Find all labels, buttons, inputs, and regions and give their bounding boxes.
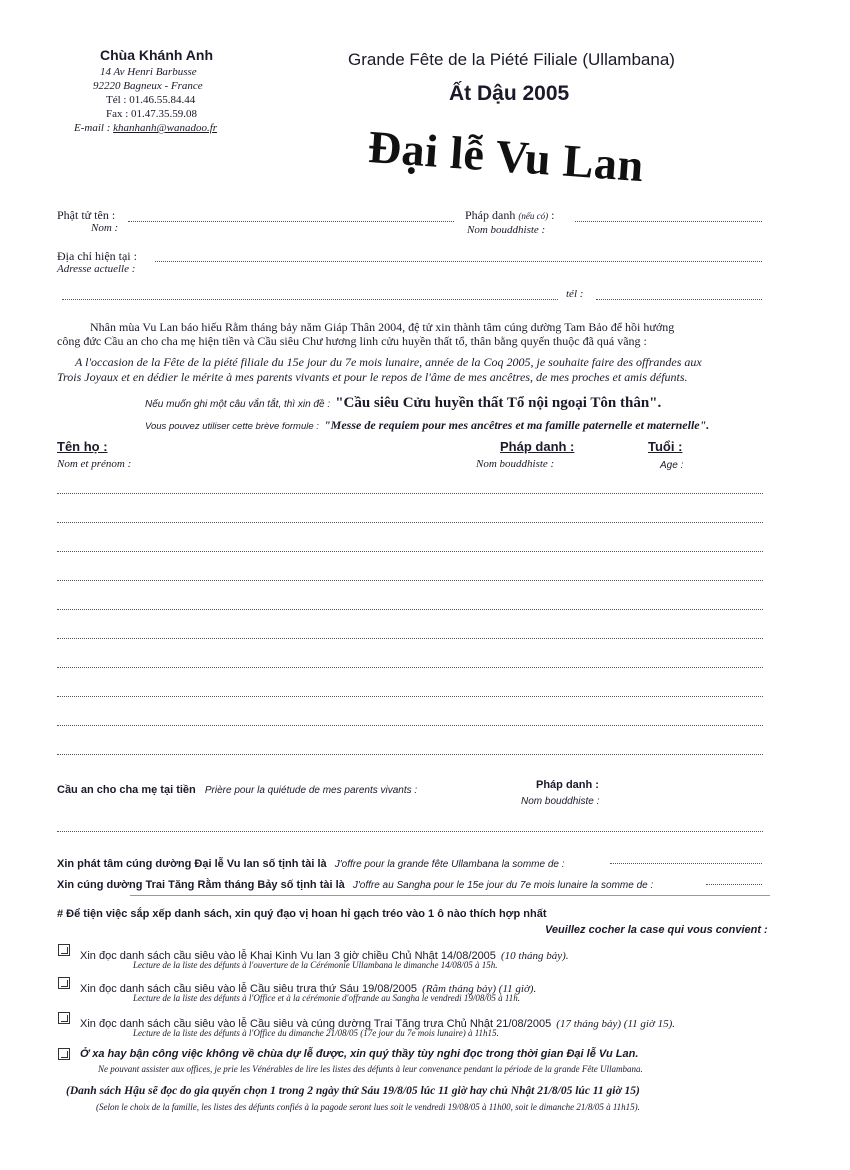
offering-ullambana-amount[interactable] bbox=[610, 863, 762, 864]
offering-ullambana-label: Xin phát tâm cúng dường Đại lễ Vu lan số tịnh tài là bbox=[57, 858, 327, 870]
table-row[interactable] bbox=[57, 580, 763, 581]
name-label: Phật tử tên : bbox=[57, 208, 116, 222]
email-link[interactable]: khanhanh@wanadoo.fr bbox=[113, 122, 218, 134]
event-title: Đại lễ Vu Lan bbox=[366, 120, 646, 192]
table-row[interactable] bbox=[57, 551, 763, 552]
address-field-line2[interactable] bbox=[62, 299, 558, 300]
dharma-field[interactable] bbox=[575, 221, 762, 222]
option-2-label-fr: Lecture de la liste des défunts à l'Office et à la cérémonie d'offrande au Sangha le vendredi 19/08/05 à 11h. bbox=[133, 993, 520, 1003]
event-year: Ất Dậu 2005 bbox=[449, 82, 570, 105]
event-subtitle: Grande Fête de la Piété Filiale (Ullambana) bbox=[348, 50, 675, 69]
option-3-label: Xin đọc danh sách cầu siêu vào lễ Cầu siêu và cúng dường Trai Tăng trưa Chủ Nhật 21/08/2005 bbox=[80, 1018, 552, 1030]
col-name-header: Tên họ : bbox=[57, 439, 108, 454]
intro-vn-line1: Nhân mùa Vu Lan báo hiếu Rằm tháng bảy năm Giáp Thân 2004, đệ tử xin thành tâm cúng dường Tam Bảo để hồi hướng bbox=[90, 320, 675, 334]
formula-vn-row bbox=[145, 392, 661, 412]
table-row[interactable] bbox=[57, 667, 763, 668]
formula-fr-row bbox=[145, 414, 709, 433]
pagoda-email-row bbox=[74, 122, 217, 134]
options-instruction-fr: Veuillez cocher la case qui vous convient : bbox=[545, 924, 768, 936]
option-checkbox-2[interactable] bbox=[58, 977, 70, 989]
living-parents-field[interactable] bbox=[57, 831, 763, 832]
dharma-colon: : bbox=[548, 208, 555, 222]
pagoda-address-line1: 14 Av Henri Barbusse bbox=[100, 66, 197, 78]
formula-vn: "Cầu siêu Cửu huyền thất Tổ nội ngoại Tôn thân". bbox=[335, 395, 662, 411]
table-row[interactable] bbox=[57, 609, 763, 610]
table-row[interactable] bbox=[57, 696, 763, 697]
col-age-header-fr: Age : bbox=[660, 460, 684, 471]
option-1-label: Xin đọc danh sách cầu siêu vào lễ Khai Kinh Vu lan 3 giờ chiều Chủ Nhật 14/08/2005 bbox=[80, 950, 496, 962]
option-4-label: Ở xa hay bận công việc không về chùa dự lễ được, xin quý thầy tùy nghi đọc trong thời gian Đại lễ Vu Lan. bbox=[80, 1048, 639, 1060]
formula-fr-lead: Vous pouvez utiliser cette brève formule : bbox=[145, 421, 319, 432]
divider bbox=[130, 895, 770, 896]
options-instruction: # Để tiện việc sắp xếp danh sách, xin quý đạo vị hoan hỉ gạch tréo vào 1 ô nào thích hợp nhất bbox=[57, 908, 547, 920]
offering-sangha-label-fr: J'offre au Sangha pour le 15e jour du 7e mois lunaire la somme de : bbox=[352, 880, 654, 891]
col-dharma-text: Pháp danh : bbox=[500, 439, 575, 454]
table-row[interactable] bbox=[57, 522, 763, 523]
offering-sangha-amount[interactable] bbox=[706, 884, 762, 885]
living-parents-label: Cầu an cho cha mẹ tại tiền bbox=[57, 784, 196, 796]
dharma-label: Pháp danh bbox=[465, 208, 516, 222]
email-label: E-mail : bbox=[74, 122, 111, 134]
formula-fr: "Messe de requiem pour mes ancêtres et ma famille paternelle et maternelle". bbox=[324, 418, 710, 432]
option-3-note: (17 tháng bảy) (11 giờ 15). bbox=[556, 1018, 675, 1030]
table-row[interactable] bbox=[57, 638, 763, 639]
option-2-label: Xin đọc danh sách cầu siêu vào lễ Cầu siêu trưa thứ Sáu 19/08/2005 bbox=[80, 983, 418, 995]
pagoda-address-line2: 92220 Bagneux - France bbox=[93, 80, 203, 92]
reading-note: (Danh sách Hậu sẽ đọc do gia quyến chọn 1 trong 2 ngày thứ Sáu 19/8/05 lúc 11 giờ hay chủ Nhật 21/8/05 lúc 11 giờ 15) bbox=[66, 1085, 640, 1097]
pagoda-name: Chùa Khánh Anh bbox=[100, 47, 214, 63]
offering-sangha-label: Xin cúng dường Trai Tăng Rằm tháng Bảy số tịnh tài là bbox=[57, 879, 345, 891]
dharma-label-row bbox=[465, 208, 554, 223]
intro-vn-line2: công đức Cầu an cho cha mẹ hiện tiền và Cầu siêu Chư hương linh cửu huyền thất tổ, thân bằng quyến thuộc đã quá vãng : bbox=[57, 334, 647, 348]
table-row[interactable] bbox=[57, 754, 763, 755]
name-field[interactable] bbox=[128, 221, 454, 222]
col-dharma-header bbox=[500, 439, 574, 454]
option-checkbox-4[interactable] bbox=[58, 1048, 70, 1060]
living-parents-row bbox=[57, 778, 417, 797]
reading-note-fr: (Selon le choix de la famille, les listes des défunts confiés à la pagode seront lues soit le vendredi 19/08/05 à 11h00, soit le dimanche 21/8/05 à 11h15). bbox=[96, 1102, 640, 1112]
col-age-header: Tuổi : bbox=[648, 439, 683, 454]
option-1-note: (10 tháng bảy). bbox=[501, 950, 569, 962]
table-row[interactable] bbox=[57, 493, 763, 494]
address-label-fr: Adresse actuelle : bbox=[57, 263, 136, 275]
pagoda-fax: Fax : 01.47.35.59.08 bbox=[106, 108, 198, 120]
living-parents-label-fr: Prière pour la quiétude de mes parents vivants : bbox=[204, 785, 418, 796]
option-3-label-fr: Lecture de la liste des défunts à l'Office du dimanche 21/08/05 (17e jour du 7e mois lunaire) à 11h15. bbox=[133, 1028, 499, 1038]
dharma-label-fr: Nom bouddhiste : bbox=[467, 224, 546, 236]
formula-vn-lead: Nếu muốn ghi một câu vắn tắt, thì xin đề : bbox=[145, 399, 331, 410]
option-2-note: (Rằm tháng bảy) (11 giờ). bbox=[422, 983, 537, 995]
offering-ullambana-label-fr: J'offre pour la grande fête Ullambana la somme de : bbox=[334, 859, 565, 870]
option-1-label-fr: Lecture de la liste des défunts à l'ouverture de la Cérémonie Ullambana le dimanche 14/08/05 à 15h. bbox=[133, 960, 498, 970]
offering-sangha-row bbox=[57, 873, 653, 892]
intro-fr-line2: Trois Joyaux et en dédier le mérite à mes parents vivants et pour le repos de l'âme de mes ancêtres, de mes proches et amis défunts. bbox=[57, 370, 688, 384]
intro-fr-line1: A l'occasion de la Fête de la piété filiale du 15e jour du 7e mois lunaire, année de la Coq 2005, je souhaite faire des offrandes aux bbox=[75, 355, 702, 369]
option-checkbox-3[interactable] bbox=[58, 1012, 70, 1024]
name-label-fr: Nom : bbox=[91, 222, 119, 234]
table-row[interactable] bbox=[57, 725, 763, 726]
option-4-label-fr: Ne pouvant assister aux offices, je prie les Vénérables de lire les listes des défunts à leur convenance pendant la période de la grande Fête Ullambana. bbox=[98, 1064, 643, 1074]
address-label: Địa chỉ hiện tại : bbox=[57, 249, 137, 263]
tel-label: tél : bbox=[566, 288, 584, 300]
tel-field[interactable] bbox=[596, 299, 762, 300]
living-dharma-label-fr: Nom bouddhiste : bbox=[521, 796, 600, 807]
pagoda-tel: Tél : 01.46.55.84.44 bbox=[106, 94, 196, 106]
col-name-header-fr: Nom et prénom : bbox=[57, 458, 132, 470]
dharma-note: (nếu có) bbox=[518, 211, 549, 221]
option-checkbox-1[interactable] bbox=[58, 944, 70, 956]
col-dharma-header-fr: Nom bouddhiste : bbox=[476, 458, 555, 470]
living-dharma-label: Pháp danh : bbox=[536, 779, 599, 791]
address-field[interactable] bbox=[155, 261, 762, 262]
offering-ullambana-row bbox=[57, 852, 565, 871]
